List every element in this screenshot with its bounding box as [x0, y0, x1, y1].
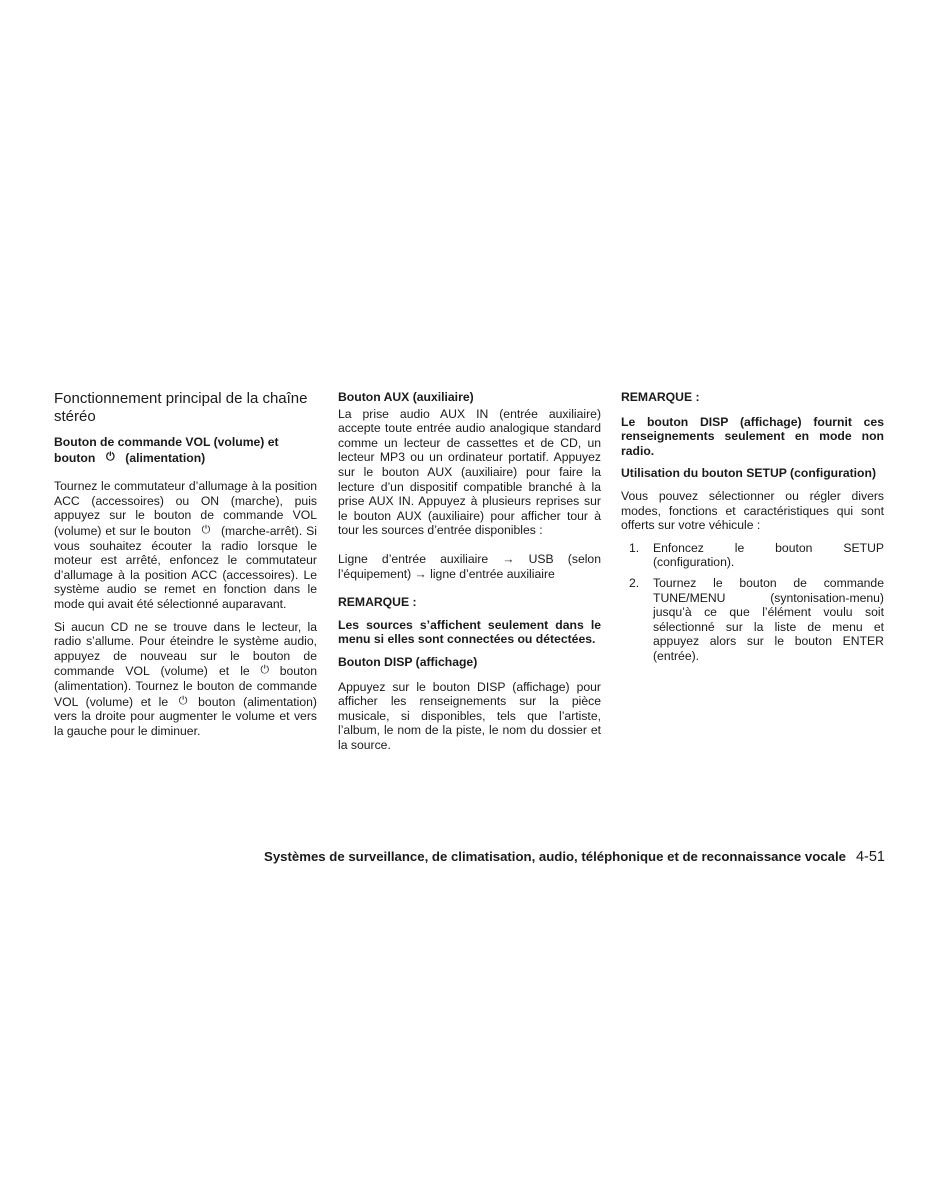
heading-vol-button — [54, 435, 317, 465]
paragraph-setup: Vous pouvez sélectionner ou régler divers modes, fonctions et caractéristiques qui sont offerts sur votre véhicule : — [621, 488, 884, 533]
power-icon: ⏻ — [201, 523, 211, 536]
p2-part-a: Si aucun CD ne se trouve dans le lecteur, la radio s’allume. Pour éteindre le système audio, appuyez de nouveau sur le bouton de commande VOL (volume) et le — [54, 619, 317, 679]
step-text: Enfoncez le bouton SETUP (configuration). — [653, 540, 884, 570]
list-item — [621, 541, 884, 570]
paragraph-aux: La prise audio AUX IN (entrée auxiliaire) accepte toute entrée audio analogique standard comme un lecteur de cassettes et de CD, un lecteur MP3 ou un ordinateur portatif. Appuyez sur le bouton AUX (auxiliaire) pour faire la lecture d’un dispositif compatible branché à la prise AUX IN. Appuyez à plusieurs reprises sur le bouton AUX (auxiliaire) pour afficher tour à tour les sources d’entrée disponibles : — [338, 406, 601, 538]
column-2 — [338, 390, 601, 760]
power-icon: ⏻ — [178, 694, 188, 707]
page-footer — [220, 849, 885, 865]
paragraph-no-cd — [54, 620, 317, 739]
heading-aux: Bouton AUX (auxiliaire) — [338, 390, 474, 404]
heading-disp: Bouton DISP (affichage) — [338, 654, 478, 669]
remarque-text: Le bouton DISP (affichage) fournit ces renseignements seulement en mode non radio. — [621, 414, 884, 458]
power-icon: ⏻ — [260, 664, 270, 677]
remarque-label: REMARQUE : — [338, 595, 417, 610]
paragraph-aux-sequence: Ligne d’entrée auxiliaire → USB (selon l’équipement) → ligne d’entrée auxiliaire — [338, 551, 601, 581]
power-icon: ⏻ — [105, 450, 115, 463]
column-3 — [621, 390, 884, 670]
list-item — [621, 576, 884, 664]
heading-vol-line2b: (alimentation) — [125, 450, 206, 465]
p1-part-a: Tournez le commutateur d’allumage à la position ACC (accessoires) ou ON (marche), puis appuyez sur le bouton de commande VOL (volume) et sur le bouton — [54, 479, 317, 538]
remarque-label: REMARQUE : — [621, 390, 700, 404]
step-text: Tournez le bouton de commande TUNE/MENU (syntonisation-menu) jusqu’à ce que l’élément voulu soit sélectionné sur la liste de menu et appuyez alors sur le bouton ENTER (entrée). — [653, 575, 884, 663]
p1-part-b: (marche-arrêt). Si vous souhaitez écouter la radio lorsque le moteur est arrêté, enfoncez le commutateur d’allumage à la position ACC (accessoires). Le système audio se remet en fonction dans le mode qui avait été sélectionné auparavant. — [54, 523, 318, 611]
paragraph-disp: Appuyez sur le bouton DISP (affichage) pour afficher les renseignements sur la pièce musicale, si disponibles, tels que l’artiste, l’album, le nom de la piste, le nom du dossier et la source. — [338, 679, 601, 752]
heading-vol-line1: Bouton de commande VOL (volume) et — [54, 435, 279, 449]
step-number: 1. — [629, 540, 640, 555]
page-number: 4-51 — [855, 849, 885, 865]
section-title: Fonctionnement principal de la chaîne stéréo — [54, 390, 308, 425]
setup-steps — [621, 541, 884, 664]
heading-vol-line2a: bouton — [54, 450, 96, 465]
paragraph-ignition — [54, 479, 317, 611]
column-1 — [54, 390, 317, 746]
heading-setup: Utilisation du bouton SETUP (configuration) — [621, 466, 877, 481]
p2-part-c: bouton (alimentation) vers la droite pour augmenter le volume et vers la gauche pour le diminuer. — [54, 694, 317, 738]
step-number: 2. — [629, 575, 640, 590]
remarque-text: Les sources s’affichent seulement dans le menu si elles sont connectées ou détectées. — [338, 617, 601, 647]
chapter-title: Systèmes de surveillance, de climatisation, audio, téléphonique et de reconnaissance vocale — [264, 849, 846, 864]
p2-part-b: bouton (alimentation). Tournez le bouton de commande VOL (volume) et le — [54, 664, 317, 709]
